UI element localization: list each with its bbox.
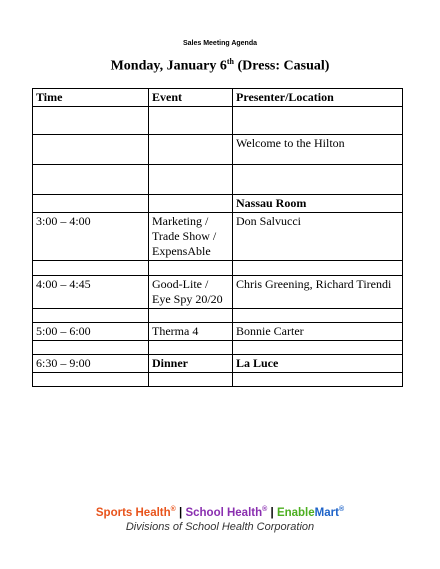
brand-school-health: School Health — [185, 506, 263, 519]
time-cell — [33, 165, 149, 195]
table-row — [33, 107, 403, 135]
presenter-cell: Nassau Room — [233, 195, 403, 213]
event-cell — [149, 309, 233, 323]
column-header-event: Event — [149, 89, 233, 107]
event-cell — [149, 165, 233, 195]
table-row — [33, 165, 403, 195]
table-row — [33, 261, 403, 276]
event-cell — [149, 195, 233, 213]
registered-mark: ® — [170, 506, 176, 513]
event-cell: Good-Lite / Eye Spy 20/20 — [149, 276, 233, 309]
brand-mart: Mart — [314, 506, 339, 519]
table-row — [33, 213, 403, 261]
table-header-row — [33, 89, 403, 107]
presenter-cell: Bonnie Carter — [233, 323, 403, 341]
agenda-heading: Sales Meeting Agenda — [182, 40, 258, 47]
table-row — [33, 135, 403, 165]
table-row — [33, 373, 403, 387]
presenter-cell — [233, 373, 403, 387]
presenter-cell — [233, 341, 403, 355]
time-cell: 5:00 – 6:00 — [33, 323, 149, 341]
registered-mark: ® — [338, 506, 345, 513]
time-cell: 4:00 – 4:45 — [33, 276, 149, 309]
brand-separator: | — [270, 506, 274, 519]
time-cell: 3:00 – 4:00 — [33, 213, 149, 261]
presenter-cell — [233, 261, 403, 276]
time-cell — [33, 107, 149, 135]
table-row — [33, 195, 403, 213]
time-cell — [33, 373, 149, 387]
footer-subtitle: Divisions of School Health Corporation — [125, 521, 315, 533]
table-row — [33, 276, 403, 309]
registered-mark: ® — [262, 506, 268, 513]
presenter-cell — [233, 309, 403, 323]
agenda-table — [32, 88, 403, 387]
event-cell — [149, 107, 233, 135]
page-title — [0, 57, 440, 75]
presenter-cell: Chris Greening, Richard Tirendi — [233, 276, 403, 309]
presenter-cell — [233, 165, 403, 195]
event-cell — [149, 261, 233, 276]
column-header-time: Time — [33, 89, 149, 107]
event-cell: Marketing / Trade Show / ExpensAble — [149, 213, 233, 261]
brand-sports-health: Sports Health — [95, 506, 171, 519]
event-cell — [149, 373, 233, 387]
event-cell: Dinner — [149, 355, 233, 373]
title-ordinal: th — [226, 57, 235, 66]
presenter-cell: La Luce — [233, 355, 403, 373]
event-cell — [149, 135, 233, 165]
presenter-cell: Welcome to the Hilton — [233, 135, 403, 165]
event-cell — [149, 341, 233, 355]
event-cell: Therma 4 — [149, 323, 233, 341]
brand-enable: Enable — [276, 506, 315, 519]
time-cell — [33, 341, 149, 355]
presenter-cell — [233, 107, 403, 135]
table-row — [33, 309, 403, 323]
time-cell — [33, 135, 149, 165]
time-cell — [33, 195, 149, 213]
presenter-cell: Don Salvucci — [233, 213, 403, 261]
time-cell — [33, 261, 149, 276]
footer-brand-line — [0, 506, 440, 519]
title-dress-code: (Dress: Casual) — [234, 58, 330, 74]
brand-separator: | — [179, 506, 183, 519]
table-row — [33, 355, 403, 373]
table-row — [33, 341, 403, 355]
column-header-presenter: Presenter/Location — [233, 89, 403, 107]
table-row — [33, 323, 403, 341]
time-cell: 6:30 – 9:00 — [33, 355, 149, 373]
title-date: Monday, January 6 — [110, 58, 227, 74]
time-cell — [33, 309, 149, 323]
